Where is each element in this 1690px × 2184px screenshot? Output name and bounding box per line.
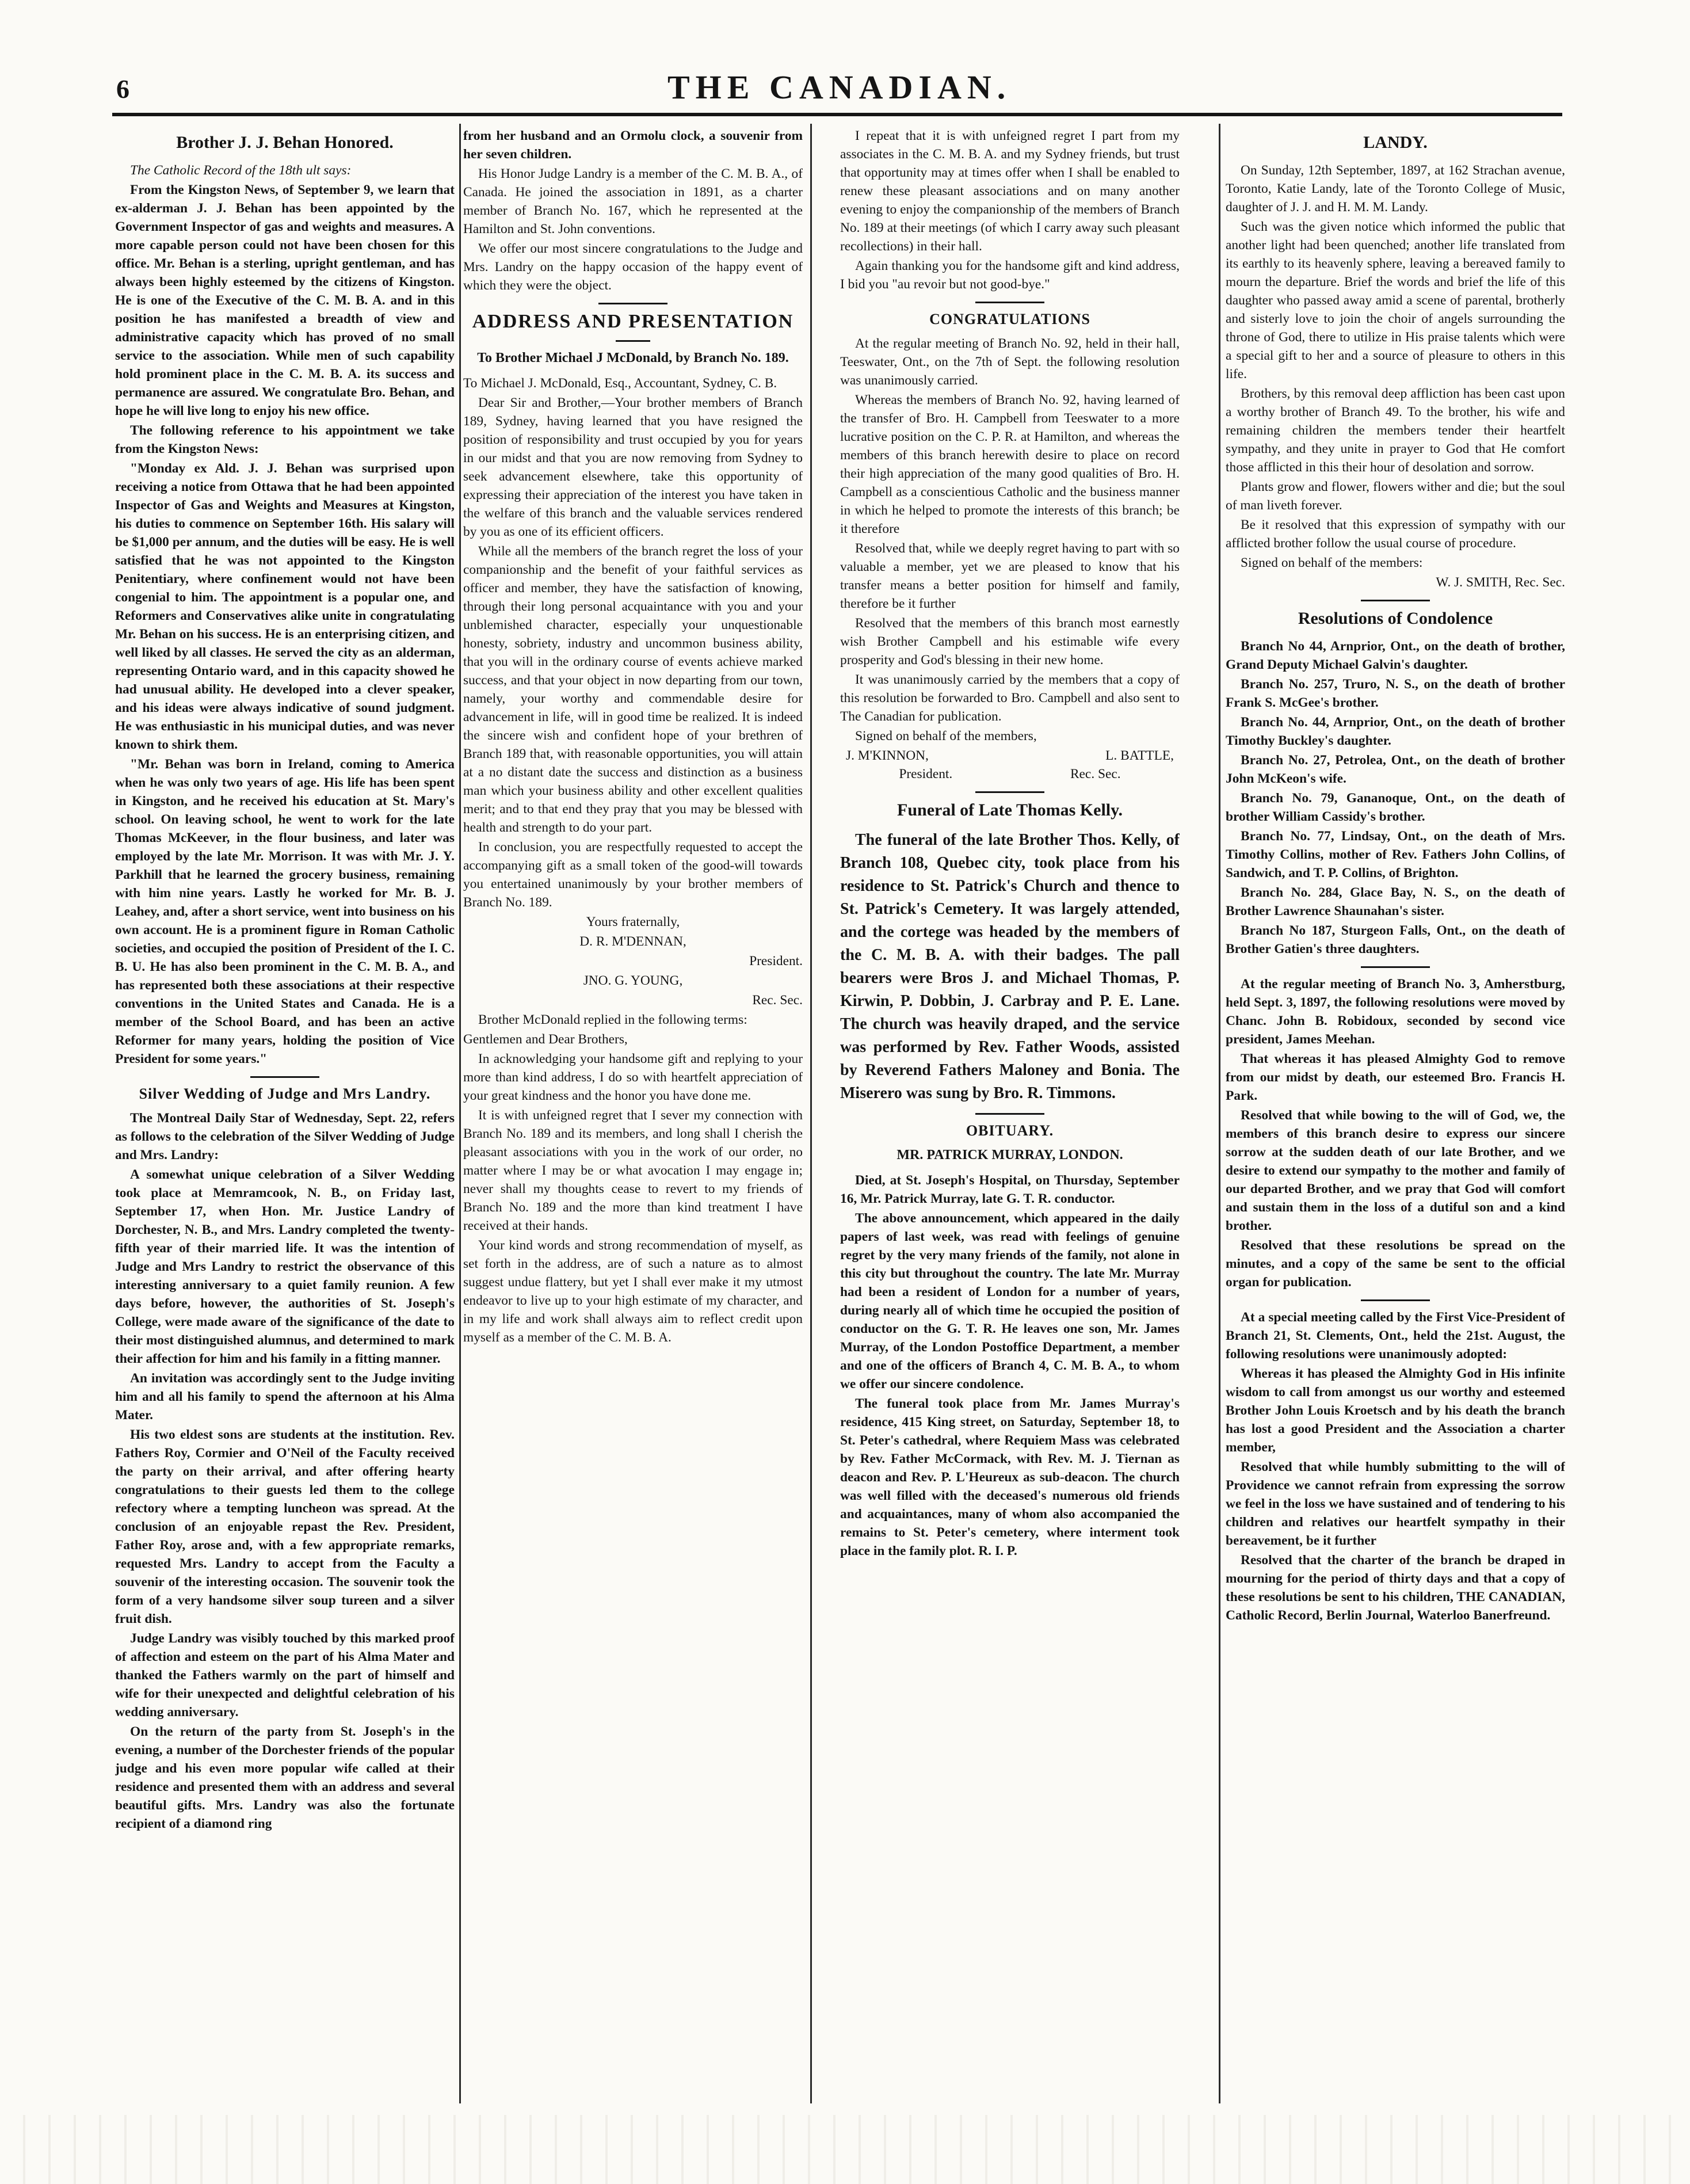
paragraph: Signed on behalf of the members, xyxy=(855,729,1037,744)
paragraph: Dear Sir and Brother,—Your brother members of Branch 189, Sydney, having learned that you have resigned the position of responsibility and trust occupied by you for years in our midst and that you are now removing from Sydney to seek advancement elsewhere, take this opportunity of expressing their appreciation of the interest you have taken in the welfare of this branch and the valuable services rendered by you as one of its efficient officers. xyxy=(463,395,803,539)
section-divider xyxy=(975,791,1044,793)
paragraph: We offer our most sincere congratulations to the Judge and Mrs. Landry on the happy occasion of the happy event of which they were the object. xyxy=(463,241,803,293)
paragraph: A somewhat unique celebration of a Silver Wedding took place at Memramcook, N. B., on Friday last, September 17, when Hon. Mr. Justice Landry of Dorchester, N. B., and Mrs. Landry completed the twenty-fifth year of their married life. It was the intention of Judge and Mrs Landry to restrict the observance of this interesting anniversary to a quiet family reunion. A few days before, however, the authorities of St. Joseph's College, were made aware of the significance of the date to their most distinguished alumnus, and determined to mark their affection for him and his family in a fitting manner. xyxy=(115,1167,455,1366)
paragraph: From the Kingston News, of September 9, we learn that ex-alderman J. J. Behan has been appointed by the Government Inspector of gas and weights and measures. A more capable person could not have been chosen for this office. Mr. Behan is a sterling, upright gentleman, and has always been highly esteemed by the citizens of Kingston. He is one of the Executive of the C. M. B. A. and in this position he has manifested a breadth of view and administrative capacity which has proved of no small service to the association. While men of such capability hold prominent place in the C. M. B. A. its success and permanence are assured. We congratulate Bro. Behan, and hope he will live long to enjoy his new office. xyxy=(115,182,455,418)
signature-title: Rec. Sec. xyxy=(1070,767,1121,782)
paragraph: Brother McDonald replied in the following terms: xyxy=(478,1012,747,1027)
kelly-headline: Funeral of Late Thomas Kelly. xyxy=(897,801,1123,820)
signature-name: J. M'KINNON, xyxy=(846,748,929,763)
paragraph: Resolved that the members of this branch most earnestly wish Brother Campbell and his estimable wife every prosperity and God's blessing in their new home. xyxy=(840,616,1180,668)
silver-wedding-article xyxy=(115,1109,455,1833)
address-salutation: To Michael J. McDonald, Esq., Accountant, Sydney, C. B. xyxy=(463,376,777,391)
section-divider xyxy=(975,1113,1044,1115)
paragraph: His two eldest sons are students at the institution. Rev. Fathers Roy, Cormier and O'Neil of the Faculty received the party on their arrival, and after offering hearty congratulations to their guests led them to the college refectory where a tempting luncheon was spread. At the conclusion of an enjoyable repast the Rev. President, Father Roy, arose and, with a few appropriate remarks, requested Mrs. Landry to accept from the Faculty a souvenir of the interesting occasion. The souvenir took the form of a very handsome silver soup tureen and a silver fruit dish. xyxy=(115,1427,455,1626)
paragraph: Judge Landry was visibly touched by this marked proof of affection and esteem on the part of his Alma Mater and thanked the Fathers warmly on the part of himself and wife for their unexpected and delightful celebration of his wedding anniversary. xyxy=(115,1631,455,1720)
paragraph: An invitation was accordingly sent to the Judge inviting him and all his family to spend the afternoon at his Alma Mater. xyxy=(115,1371,455,1423)
paragraph: It is with unfeigned regret that I sever my connection with Branch No. 189 and its members, and long shall I cherish the pleasant associations with you in the work of our order, no matter where I may be or what avocation I may engage in; never shall my thoughts cease to revert to my friends of Branch No. 189 and the more than kind treatment I have received at their hands. xyxy=(463,1108,803,1233)
condolence-headline: Resolutions of Condolence xyxy=(1298,609,1493,628)
signature-title: Rec. Sec. xyxy=(752,993,803,1008)
paragraph: His Honor Judge Landry is a member of the C. M. B. A., of Canada. He joined the association in 1891, as a charter member of Branch No. 167, which he represented at the Hamilton and St. John conventions. xyxy=(463,166,803,237)
paragraph: In conclusion, you are respectfully requested to accept the accompanying gift as a small token of the good-will towards you entertained unanimously by your brother members of Branch No. 189. xyxy=(463,840,803,910)
behan-article xyxy=(115,161,455,1068)
list-item: Branch No. 44, Arnprior, Ont., on the death of brother Timothy Buckley's daughter. xyxy=(1226,715,1565,748)
paragraph: from her husband and an Ormolu clock, a souvenir from her seven children. xyxy=(463,128,803,162)
column-1 xyxy=(115,127,455,2101)
masthead: THE CANADIAN. xyxy=(667,68,1012,106)
signature-titles xyxy=(840,765,1180,783)
list-item: Branch No 44, Arnprior, Ont., on the death of brother, Grand Deputy Michael Galvin's daughter. xyxy=(1226,639,1565,672)
paragraph: Brothers, by this removal deep affliction has been cast upon a worthy brother of Branch 49. To the brother, his wife and remaining children the members tender their heartfelt sympathy, and they unite in prayer to God that He comfort those afflicted in this their hour of desolation and sorrow. xyxy=(1226,386,1565,475)
section-divider xyxy=(616,340,650,342)
obituary-dek: MR. PATRICK MURRAY, LONDON. xyxy=(896,1148,1123,1162)
signature-name: W. J. SMITH, Rec. Sec. xyxy=(1436,575,1565,590)
list-item: Branch No. 257, Truro, N. S., on the death of brother Frank S. McGee's brother. xyxy=(1226,677,1565,710)
section-divider xyxy=(1361,1299,1430,1301)
signature-title: President. xyxy=(749,954,803,969)
paragraph: The following reference to his appointment we take from the Kingston News: xyxy=(115,423,455,456)
signature-name: D. R. M'DENNAN, xyxy=(579,934,686,949)
address-headline: ADDRESS AND PRESENTATION xyxy=(472,311,794,332)
landy-headline: LANDY. xyxy=(1363,133,1428,152)
paragraph: At the regular meeting of Branch No. 3, Amherstburg, held Sept. 3, 1897, the following resolutions were moved by Chanc. John B. Robidoux, seconded by second vice president, James Meehan. xyxy=(1226,977,1565,1047)
address-close: Yours fraternally, xyxy=(586,914,680,929)
paragraph: Be it resolved that this expression of sympathy with our afflicted brother follow the usual course of procedure. xyxy=(1226,517,1565,551)
list-item: Branch No. 284, Glace Bay, N. S., on the death of Brother Lawrence Shaunahan's sister. xyxy=(1226,885,1565,918)
section-divider xyxy=(1361,966,1430,968)
list-item: Branch No. 27, Petrolea, Ont., on the death of brother John McKeon's wife. xyxy=(1226,753,1565,786)
paragraph: It was unanimously carried by the members that a copy of this resolution be forwarded to Bro. Campbell and also sent to The Canadian for publication. xyxy=(840,672,1180,724)
list-item: Branch No. 77, Lindsay, Ont., on the death of Mrs. Timothy Collins, mother of Rev. Fathers John Collins, of Sandwich, and T. P. Collins, of Brighton. xyxy=(1226,829,1565,881)
paragraph: Resolved that while humbly submitting to the will of Providence we cannot refrain from expressing the sorrow we feel in the loss we have sustained and of tendering to his children and relatives our heartfelt sympathy in their bereavement, be it further xyxy=(1226,1459,1565,1548)
paragraph: On Sunday, 12th September, 1897, at 162 Strachan avenue, Toronto, Katie Landy, late of the Toronto College of Music, daughter of J. J. and H. M. M. Landy. xyxy=(1226,163,1565,215)
address-dek: To Brother Michael J McDonald, by Branch No. 189. xyxy=(477,350,789,365)
paragraph: "Monday ex Ald. J. J. Behan was surprised upon receiving a notice from Ottawa that he had been appointed Inspector of Gas and Weights and Measures at Kingston, his duties to commence on September 16th. His salary will be $1,000 per annum, and the duties will be easy. He is well satisfied that he was not appointed to the Kingston Penitentiary, where confinement would not have been congenial to him. The appointment is a popular one, and Reformers and Conservatives alike unite in congratulating Mr. Behan on his success. He is an enterprising citizen, and well liked by all classes. He served the city as an alderman, representing Ontario ward, and in this capacity showed he had unusual ability. He developed into a clever speaker, and his ideas were always indicative of sound judgment. He was enthusiastic in his municipal duties, and was never known to shirk them. xyxy=(115,461,455,752)
obituary-headline: OBITUARY. xyxy=(966,1122,1054,1139)
section-divider xyxy=(250,1076,319,1078)
paragraph: On the return of the party from St. Joseph's in the evening, a number of the Dorchester friends of the popular judge and his even more popular wife called at their residence and presented them with an address and several beautiful gifts. Mrs. Landry was also the fortunate recipient of a diamond ring xyxy=(115,1724,455,1831)
column-rule xyxy=(810,124,812,2103)
paragraph: Signed on behalf of the members: xyxy=(1241,555,1423,570)
paragraph: The above announcement, which appeared in the daily papers of last week, was read with feelings of genuine regret by the very many friends of the family, not alone in this city but throughout the country. The late Mr. Murray had been a resident of London for a number of years, during nearly all of which time he occupied the position of conductor on the G. T. R. He leaves one son, Mr. James Murray, of the London Postoffice Department, a member and one of the officers of Branch 4, C. M. B. A., to whom we offer our sincere condolence. xyxy=(840,1211,1180,1392)
paragraph: Whereas it has pleased the Almighty God in His infinite wisdom to call from amongst us our worthy and esteemed Brother John Louis Kroetsch and by his death the branch has lost a good President and the Association a charter member, xyxy=(1226,1366,1565,1455)
paragraph: Plants grow and flower, flowers wither and die; but the soul of man liveth forever. xyxy=(1226,479,1565,513)
paragraph: At a special meeting called by the First Vice-President of Branch 21, St. Clements, Ont., held the 21st. August, the following resolutions were unanimously adopted: xyxy=(1226,1310,1565,1362)
header-rule xyxy=(112,113,1562,116)
kelly-article xyxy=(840,829,1180,1105)
section-divider xyxy=(975,302,1044,303)
paragraph: Again thanking you for the handsome gift and kind address, I bid you "au revoir but not good-bye." xyxy=(840,258,1180,292)
paragraph: Resolved that, while we deeply regret having to part with so valuable a member, yet we are pleased to know that his transfer means a better position for himself and family, therefore be it further xyxy=(840,541,1180,611)
paragraph: I repeat that it is with unfeigned regret I part from my associates in the C. M. B. A. and my Sydney friends, but trust that opportunity may at times offer when I shall be enabled to renew these pleasant associations and on many another evening to enjoy the companionship of the members of Branch No. 189 at their meetings (of which I carry away such pleasant recollections) in their hall. xyxy=(840,128,1180,254)
paragraph: Died, at St. Joseph's Hospital, on Thursday, September 16, Mr. Patrick Murray, late G. T. R. conductor. xyxy=(840,1173,1180,1206)
paragraph: The funeral of the late Brother Thos. Kelly, of Branch 108, Quebec city, took place from his residence to St. Patrick's Church and thence to St. Patrick's Cemetery. It was largely attended, and the cortege was headed by the members of the C. M. B. A. with their badges. The pall bearers were Bros J. and Michael Thomas, P. Kirwin, P. Dobbin, J. Carbray and P. E. Lane. The church was heavily draped, and the service was performed by Rev. Father Woods, assisted by Reverend Fathers Maloney and Bonia. The Miserero was sung by Bro. R. Timmons. xyxy=(840,831,1180,1102)
list-item: Branch No. 79, Gananoque, Ont., on the death of brother William Cassidy's brother. xyxy=(1226,791,1565,824)
paragraph: The Montreal Daily Star of Wednesday, Sept. 22, refers as follows to the celebration of the Silver Wedding of Judge and Mrs. Landry: xyxy=(115,1111,455,1162)
paragraph: Resolved that the charter of the branch be draped in mourning for the period of thirty days and that a copy of these resolutions be sent to his children, THE CANADIAN, Catholic Record, Berlin Journal, Waterloo Banerfreund. xyxy=(1226,1553,1565,1623)
paragraph: "Mr. Behan was born in Ireland, coming to America when he was only two years of age. His life has been spent in Kingston, and he received his education at St. Mary's school. On leaving school, he went to work for the late Thomas McKeever, in the flour business, and later was employed by the late Mr. Morrison. It was with Mr. J. Y. Parkhill that he learned the grocery business, remaining with him nine years. Lastly he worked for Mr. B. J. Leahey, and, after a short service, went into business on his own account. He is a prominent figure in Roman Catholic societies, and occupied the position of President of the I. C. B. U. He has also been prominent in the C. M. B. A., and has represented both these associations at their respective conventions in the United States and Canada. He is a member of the School Board, and has been an active Reformer for many years, holding the position of Vice President for some years." xyxy=(115,757,455,1066)
paragraph: That whereas it has pleased Almighty God to remove from our midst by death, our esteemed Bro. Francis H. Park. xyxy=(1226,1051,1565,1103)
list-item: Branch No 187, Sturgeon Falls, Ont., on the death of Brother Gatien's three daughters. xyxy=(1226,923,1565,956)
signature-names xyxy=(840,746,1180,765)
paragraph: Gentlemen and Dear Brothers, xyxy=(463,1032,628,1047)
signature-title: President. xyxy=(899,767,953,782)
paragraph: Resolved that these resolutions be spread on the minutes, and a copy of the same be sent to the official organ for publication. xyxy=(1226,1238,1565,1290)
congratulations-headline: CONGRATULATIONS xyxy=(929,311,1090,327)
signature-name: L. BATTLE, xyxy=(1105,748,1174,763)
condolence-list xyxy=(1226,637,1565,958)
page-edge-smudge xyxy=(0,2115,1690,2184)
paragraph: Your kind words and strong recommendation of myself, as set forth in the address, are of such a nature as to almost suggest undue flattery, but yet I shall ever make it my utmost endeavor to live up to your high estimate of my character, and in my life and work shall always aim to reflect credit upon myself as a member of the C. M. B. A. xyxy=(463,1238,803,1345)
paragraph: At the regular meeting of Branch No. 92, held in their hall, Teeswater, Ont., on the 7th of Sept. the following resolution was unanimously carried. xyxy=(840,336,1180,388)
paragraph: The Catholic Record of the 18th ult says: xyxy=(130,163,352,178)
column-2 xyxy=(463,127,803,2101)
paragraph: While all the members of the branch regret the loss of your companionship and the benefit of your faithful services as officer and member, they have the satisfaction of knowing, through their long personal acquaintance with you and your unblemished character, especially your unquestionable honesty, sobriety, industry and uncommon business ability, that you will in the ordinary course of events achieve marked success, and that your object in now departing from our town, namely, your worthy and commendable desire for advancement in life, will in good time be realized. It is indeed the sincere wish and confident hope of your brethren of Branch 189 that, with reasonable opportunities, you will attain at a no distant date the success and distinction as a business man which your business ability and other excellent qualities merit; and to that end they pray that you may be blessed with health and strength to do your part. xyxy=(463,544,803,835)
page-number: 6 xyxy=(116,74,129,104)
paragraph: Such was the given notice which informed the public that another light had been quenched; another life translated from its earthly to its heavenly sphere, leaving a bereaved family to mourn the departure. Brief the words and brief the life of this daughter who passed away amid a scene of parental, brotherly and sisterly love to join the choir of angels surrounding the throne of God, there to utilize in His praise talents which were a special gift to her and a source of pleasure to others in this life. xyxy=(1226,219,1565,382)
column-3 xyxy=(840,127,1180,2101)
signature-name: JNO. G. YOUNG, xyxy=(583,973,683,988)
paragraph: In acknowledging your handsome gift and replying to your more than kind address, I do so with heartfelt appreciation of your great kindness and the honor you have done me. xyxy=(463,1051,803,1103)
behan-headline: Brother J. J. Behan Honored. xyxy=(176,133,394,152)
section-divider xyxy=(1361,600,1430,601)
silver-wedding-headline: Silver Wedding of Judge and Mrs Landry. xyxy=(139,1085,431,1102)
paragraph: Whereas the members of Branch No. 92, having learned of the transfer of Bro. H. Campbell from Teeswater to a more lucrative position on the C. P. R. at Hamilton, and whereas the members of this branch herewith desire to place on record their high appreciation of the many good qualities of Bro. H. Campbell as a conscientious Catholic and the business manner in which he helped to promote the interests of this branch; be it therefore xyxy=(840,392,1180,536)
paragraph: Resolved that while bowing to the will of God, we, the members of this branch desire to express our sincere sorrow at the sudden death of our late Brother, and we desire to extend our sympathy to the mother and family of our departed Brother, and we pray that God will comfort and sustain them in the loss of a dutiful son and a kind brother. xyxy=(1226,1108,1565,1233)
column-4 xyxy=(1226,127,1565,2101)
paragraph: The funeral took place from Mr. James Murray's residence, 415 King street, on Saturday, September 18, to St. Peter's cathedral, where Requiem Mass was celebrated by Rev. Father McCormack, with Rev. M. J. Tiernan as deacon and Rev. P. L'Heureux as sub-deacon. The church was well filled with the deceased's numerous old friends and acquaintances, many of whom also accompanied the remains to St. Peter's cemetery, where interment took place in the family plot. R. I. P. xyxy=(840,1396,1180,1558)
column-rule xyxy=(459,124,461,2103)
section-divider xyxy=(598,303,667,304)
column-rule xyxy=(1219,124,1220,2103)
